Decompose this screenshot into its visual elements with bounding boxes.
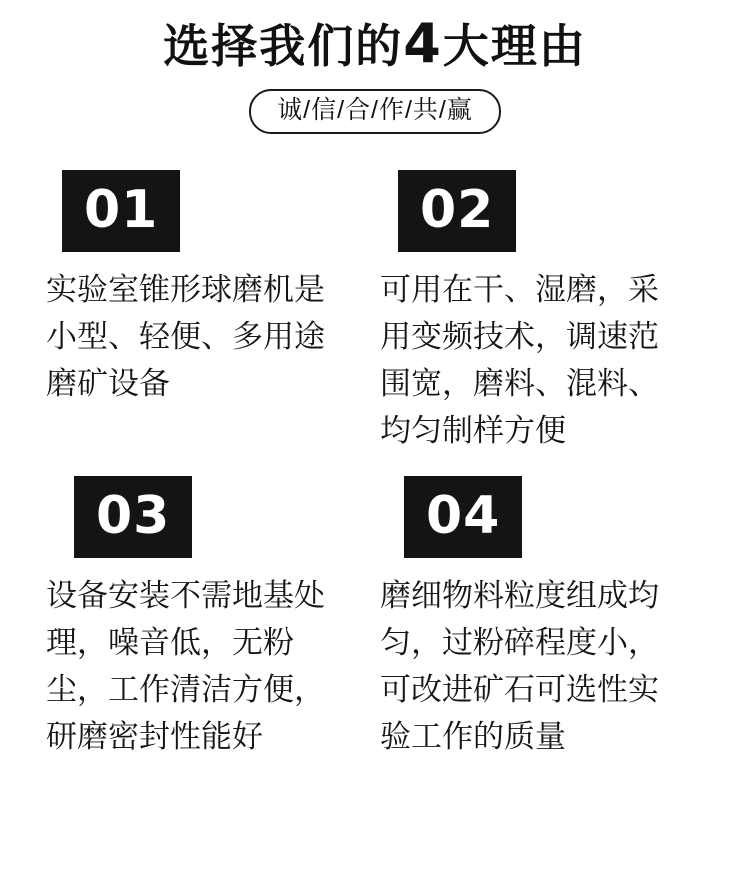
reason-number-badge: 01	[62, 170, 180, 252]
page-header	[0, 0, 750, 134]
subtitle-container	[0, 89, 750, 134]
reason-number-badge: 02	[398, 170, 516, 252]
reason-item-03	[46, 476, 380, 760]
title-prefix: 选择我们的	[163, 20, 404, 72]
reason-item-04	[380, 476, 714, 760]
title-suffix: 大理由	[442, 20, 587, 72]
reason-number-badge: 03	[74, 476, 192, 558]
reasons-grid	[0, 170, 750, 761]
reason-text: 实验室锥形球磨机是小型、轻便、多用途磨矿设备	[46, 271, 325, 401]
reason-text: 可用在干、湿磨，采用变频技术，调速范围宽，磨料、混料、均匀制样方便	[380, 271, 659, 448]
reason-text: 磨细物料粒度组成均匀，过粉碎程度小，可改进矿石可选性实验工作的质量	[380, 577, 659, 755]
reason-item-01	[46, 170, 380, 454]
page-title	[0, 12, 750, 77]
reason-text: 设备安装不需地基处理，噪音低，无粉尘，工作清洁方便，研磨密封性能好	[46, 577, 325, 755]
title-number: 4	[403, 12, 443, 75]
subtitle-badge: 诚/信/合/作/共/赢	[249, 89, 501, 134]
reason-item-02	[380, 170, 714, 454]
reason-number-badge: 04	[404, 476, 522, 558]
